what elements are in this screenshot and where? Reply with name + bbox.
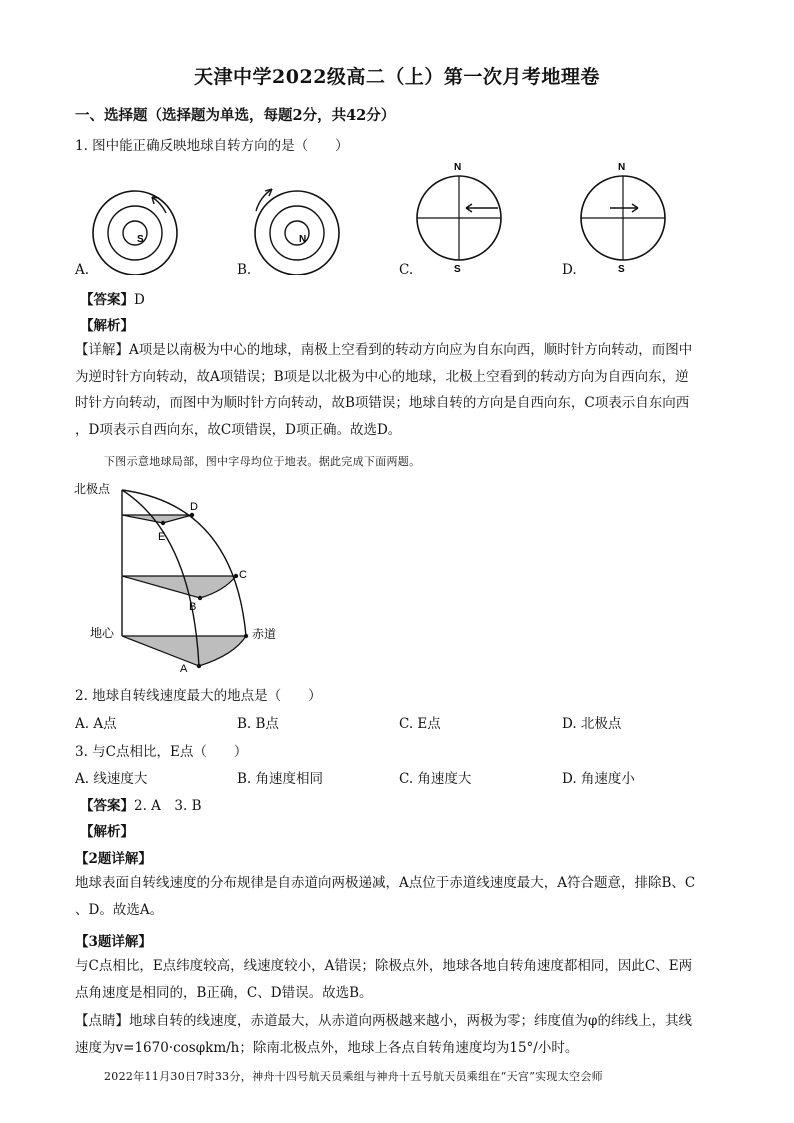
q1-answer: D: [134, 292, 145, 308]
answers-2-3: 2. A 3. B: [134, 798, 202, 814]
detail-line: 【详解】A项是以南极为中心的地球，南极上空看到的转动方向应为自东向西，顺时针方向转动，而图中: [75, 342, 693, 358]
q3-detail: [75, 953, 725, 1006]
detail-line: 、D。故选A。: [75, 901, 164, 918]
q3-detail-title: 【3题详解】: [75, 934, 152, 950]
point-d-label: D: [190, 501, 198, 513]
footer-passage: 2022年11月30日7时33分，神舟十四号航天员乘组与神舟十五号航天员乘组在“天宫”实现太空会师: [104, 1070, 603, 1083]
analysis-2-3-tag: 【解析】: [80, 824, 134, 840]
q2-option-a: A. A点: [75, 716, 117, 732]
q1-answer-line: [80, 288, 145, 308]
section-heading: 一、选择题（选择题为单选，每题2分，共42分）: [75, 107, 396, 124]
q1-detail: [75, 337, 725, 443]
detail-line: 地球表面自转线速度的分布规律是自赤道向两极递减，A点位于赤道线速度最大，A符合题意，排除B、C: [75, 875, 696, 891]
q2-detail-title: 【2题详解】: [75, 851, 152, 867]
q2-stem: 2. 地球自转线速度最大的地点是（ ）: [75, 688, 322, 704]
q1-figure-a: [80, 175, 195, 275]
fig-b-n-label: N: [299, 234, 307, 245]
q3-option-a: A. 线速度大: [75, 771, 148, 787]
detail-line: 为逆时针方向转动，故A项错误；B项是以北极为中心的地球，北极上空看到的转动方向为自西向东，逆: [75, 368, 689, 385]
q1-option-c: C.: [399, 262, 414, 278]
q1-option-b: B.: [237, 262, 252, 278]
q2-detail: [75, 870, 725, 923]
fig-c-s-label: S: [454, 264, 461, 275]
point-c-label: C: [239, 569, 247, 581]
fig-d-s-label: S: [618, 264, 625, 275]
q3-option-d: D. 角速度小: [562, 771, 635, 787]
q1-figure-c: [408, 158, 518, 278]
tip-block: [75, 1008, 725, 1061]
q1-figure-b: [240, 175, 355, 275]
q1-stem: 1. 图中能正确反映地球自转方向的是（ ）: [75, 138, 349, 154]
answer-tag: 【答案】: [80, 798, 134, 814]
page-title: 天津中学2022级高二（上）第一次月考地理卷: [194, 66, 600, 88]
q2-option-c: C. E点: [399, 716, 441, 732]
q1-analysis-tag: 【解析】: [80, 318, 134, 334]
tip-line: 速度为v=1670·cosφkm/h；除南北极点外，地球上各点自转角速度均为15°/小时。: [75, 1039, 579, 1056]
fig-a-s-label: S: [137, 234, 144, 245]
q3-stem: 3. 与C点相比，E点（ ）: [75, 744, 248, 760]
detail-line: 点角速度是相同的，B正确，C、D错误。故选B。: [75, 984, 373, 1001]
q2-option-d: D. 北极点: [562, 716, 622, 732]
answer-tag: 【答案】: [80, 292, 134, 308]
q3-option-c: C. 角速度大: [399, 771, 472, 787]
q3-option-b: B. 角速度相同: [237, 771, 324, 787]
q2-option-b: B. B点: [237, 716, 279, 732]
equator-label: 赤道: [252, 627, 277, 641]
q1-option-a: A.: [75, 262, 90, 278]
fig-d-n-label: N: [618, 162, 626, 173]
intro-2-3: 下图示意地球局部，图中字母均位于地表。据此完成下面两题。: [104, 455, 421, 468]
detail-line: ，D项表示自西向东，故C项错误，D项正确。故选D。: [75, 421, 402, 438]
q1-figure-d: [570, 158, 680, 278]
fig-c-n-label: N: [454, 162, 462, 173]
answers-2-3-line: [80, 794, 202, 814]
detail-line: 与C点相比，E点纬度较高，线速度较小，A错误；除极点外，地球各地自转角速度都相同，因此C、E两: [75, 958, 693, 974]
q1-option-d: D.: [562, 262, 577, 278]
point-a-label: A: [180, 663, 188, 675]
point-b-label: B: [189, 601, 197, 613]
point-e-label: E: [158, 531, 166, 543]
earth-section-figure: [74, 475, 294, 675]
north-pole-label: 北极点: [74, 482, 111, 496]
center-label: 地心: [90, 626, 115, 640]
tip-line: 【点睛】地球自转的线速度，赤道最大，从赤道向两极越来越小，两极为零；纬度值为φ的纬线上，其线: [75, 1013, 692, 1029]
detail-line: 时针方向转动，而图中为顺时针方向转动，故B项错误；地球自转的方向是自西向东，C项表示自东向西: [75, 395, 690, 411]
